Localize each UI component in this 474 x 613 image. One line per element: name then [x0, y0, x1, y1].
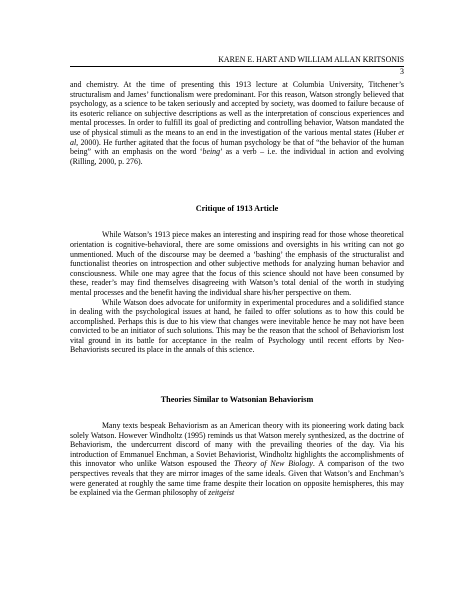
theories-paragraph: Many texts bespeak Behaviorism as an American theory with its pioneering work dating back solely Watson. However Windholtz (1995) reminds us that Watson merely synthesized, as the doctrine of Behaviorism, the undercurrent discord of many with the prevailing theories of the day. Via his introduction of Emmanuel Enchman, a Soviet Behaviorist, Windholtz highlights the accomplishments of this innovator who unlike Watson espoused the Theory of New Biology. A comparison of the two perspectives reveals that they are mirror images of the same ideals. Given that Watson’s and Enchman’s were generated at roughly the same time frame despite their location on opposite hemispheres, this may be explained via the German philosophy of zeitgeist — [70, 421, 404, 498]
section-heading-theories: Theories Similar to Watsonian Behaviorism — [160, 395, 314, 405]
running-header: KAREN E. HART AND WILLIAM ALLAN KRITSONIS — [218, 55, 404, 64]
critique-paragraph-1: While Watson’s 1913 piece makes an interesting and inspiring read for those whose theoretical orientation is cognitive-behavioral, there are some omissions and oversights in his writing can not go unmentioned. Much of the discourse may be deemed a ‘bashing’ the emphasis of the structuralist and functionalist theories on introspection and other subjective methods for analyzing human behavior and consciousness. While one may agree that the focus of this science should not have been consumed by these, reader’s may find themselves disagreeing with Watson’s total denial of the worth in studying mental processes and the benefit having the individual share his/her perspective on them. — [70, 230, 404, 297]
section-heading-critique: Critique of 1913 Article — [195, 204, 279, 214]
page-number: 3 — [400, 67, 404, 76]
body-text — [70, 80, 404, 498]
critique-paragraph-2: While Watson does advocate for uniformity in experimental procedures and a solidified stance in dealing with the psychological issues at hand, he failed to offer solutions as to how this could be accomplished. Perhaps this is due to his view that changes were inevitable hence he may not have been convicted to be an initiator of such solutions. This may be the reason that the school of Behaviorism lost vital ground in its battle for acceptance in the realm of Psychology until recent efforts by Neo-Behaviorists secured its place in the annals of this science. — [70, 297, 404, 355]
paragraph-continuation: and chemistry. At the time of presenting this 1913 lecture at Columbia University, Titchener’s structuralism and James’ functionalism were predominant. For this reason, Watson strongly believed that psychology, as a science to be taken seriously and accepted by society, was doomed to failure because of its esoteric reliance on subjective descriptions as well as the interpretation of conscious experiences and mental processes. In order to fulfill its goal of predicting and controlling behavior, Watson mandated the use of physical stimuli as the means to an end in the investigation of the various mental states (Huber et al, 2000). He further agitated that the focus of human psychology be that of “the behavior of the human being” with an emphasis on the word ‘being’ as a verb – i.e. the individual in action and evolving (Rilling, 2000, p. 276). — [70, 80, 404, 166]
